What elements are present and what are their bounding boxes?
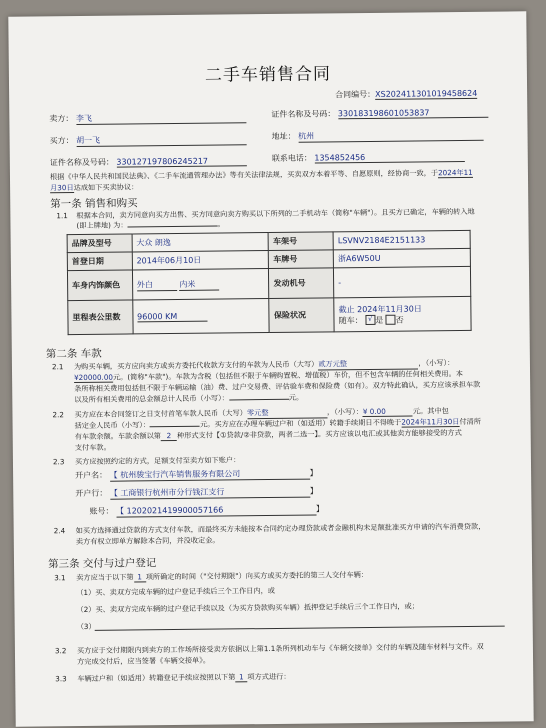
interior-color-value: 内米 xyxy=(179,278,219,290)
section-2-2-line-2: 括定金人民币（小写）： 元。买方应在办理车辆过户和（如适用）转籍手续期日不得晚于2024年11月30日付清所 xyxy=(74,416,482,431)
section-2-2-line-3: 有车款余额。车款余额以第 2 种形式支付【①贷款/②非贷款，两者二选一】。买方应该以电汇或其他卖方能够接受的方式 xyxy=(74,428,462,442)
insurance-no-checkbox[interactable] xyxy=(386,315,396,325)
section-1-1-line-2: (即上牌地) 为： 。 xyxy=(76,219,225,231)
section-2-3-number: 2.3 xyxy=(52,457,65,467)
buyer-phone-row xyxy=(272,151,465,164)
section-2-1-line-1: 为购买车辆，买方应向卖方或卖方委托代收款方支付的车款为人民币（大写）贰万元整 ，（小写）： xyxy=(73,358,455,372)
registration-date-value: 2014年06月10日 xyxy=(132,251,269,270)
color-value xyxy=(132,269,269,300)
mileage-value: 96000 KM xyxy=(132,299,269,334)
section-2-1-line-4: 以及所有相关费用的总金额总计人民币（小写）： 元。 xyxy=(74,392,304,405)
section-3-1-number: 3.1 xyxy=(54,573,66,583)
section-2-3-line-1: 买方应按照约定的方式，足额支付至卖方如下账户： xyxy=(74,455,241,467)
section-2-1-line-3: 条所称相关费用包括但不限于车辆运输（油）费、过户交易费、评估验车费和保险费（如有）。双方特此确认，买方应该承担车款 xyxy=(74,379,481,394)
contract-title: 二手车销售合同 xyxy=(204,64,332,86)
buyer-id-value: 330127197806245217 xyxy=(116,156,246,167)
vehicle-info-table xyxy=(67,230,472,335)
section-3-heading: 第三条 交付与过户登记 xyxy=(47,557,157,571)
section-2-2-line-4: 支付车款。 xyxy=(74,442,111,453)
buyer-name-value: 胡一飞 xyxy=(76,133,246,147)
contract-number-label: 合同编号： xyxy=(335,89,376,100)
contract-page xyxy=(8,11,533,726)
engine-value: - xyxy=(334,266,471,297)
seller-id-value: 330183198601053837 xyxy=(338,108,488,120)
section-2-1-number: 2.1 xyxy=(51,362,64,372)
account-number-value: 【 1202021419900057166 xyxy=(116,504,316,518)
buyer-id-row xyxy=(50,155,247,168)
insurance-label: 保险状况 xyxy=(269,298,334,333)
section-3-2-number: 3.2 xyxy=(54,646,67,656)
insurance-transfer-row: 随车： √ 是 否 xyxy=(338,314,404,325)
preamble-line-2: 月30日达成如下买卖协议： xyxy=(50,182,139,193)
vin-label: 车架号 xyxy=(269,232,334,251)
delivery-option-3: （3） xyxy=(76,621,96,632)
section-2-2-number: 2.2 xyxy=(52,410,64,420)
vin-value: LSVNV2184E2151133 xyxy=(333,230,470,249)
insurance-yes-checkbox[interactable]: √ xyxy=(365,315,375,325)
account-number-row: 账号： 【 1202021419900057166 】 xyxy=(89,504,325,516)
seller-row xyxy=(49,111,246,125)
body-color-value: 外白 xyxy=(137,278,177,290)
mileage-label: 里程表公里数 xyxy=(68,300,133,335)
insurance-until: 截止 2024年11月30日 xyxy=(338,303,422,314)
brand-label: 品牌及型号 xyxy=(67,234,132,253)
color-label: 车身内饰颜色 xyxy=(67,270,132,301)
section-3-2-line-2: 方完成交付后，应当签署《车辆交接单》。 xyxy=(77,655,211,667)
section-2-4-line-2: 卖方有权立即单方解除本合同，并没收定金。 xyxy=(75,535,220,547)
section-3-1-line-1: 卖方应当于以下第 1 项所确定的时间（"交付期限"）向买方或买方委托的第三人交付车辆： xyxy=(76,569,368,583)
buyer-address-label: 地址： xyxy=(271,131,296,141)
seller-label: 卖方： xyxy=(49,114,74,124)
brand-value: 大众 朗逸 xyxy=(132,233,269,252)
section-2-4-number: 2.4 xyxy=(53,526,66,536)
seller-name-value: 李飞 xyxy=(76,111,246,125)
buyer-label: 买方： xyxy=(49,136,74,146)
section-3-2-line-1: 买方应于交付期限内到卖方的工作场所接受卖方依据以上第1.1条所列机动车与《车辆交接单》交付的车辆及随车材料与文件。双 xyxy=(76,641,484,656)
account-name-value: 【 杭州骏宝行汽车销售服务有限公司 xyxy=(110,468,310,482)
plate-value: 浙A6W50U xyxy=(333,248,470,267)
engine-label: 发动机号 xyxy=(269,268,334,299)
account-name-row: 开户名： 【 杭州骏宝行汽车销售服务有限公司 】 xyxy=(75,468,318,481)
buyer-phone-value: 1354852456 xyxy=(314,152,464,164)
section-1-heading: 第一条 销售和购买 xyxy=(50,197,138,211)
delivery-option-1: （1）买、卖双方完成车辆的过户登记手续后三个工作日内，或 xyxy=(76,585,276,598)
section-2-2-line-1: 买方应在本合同签订之日支付首笔车款人民币（大写）零元整 ，（小写）：¥ 0.00 元。其中包 xyxy=(74,406,449,420)
section-3-3-number: 3.3 xyxy=(55,674,67,684)
buyer-phone-label: 联系电话： xyxy=(271,153,312,163)
delivery-option-2: （2）买、卖双方完成车辆的过户登记手续以及（为买方贷款购买车辆）抵押登记手续后三个工作日内，或； xyxy=(76,601,419,615)
insurance-value xyxy=(334,296,471,331)
section-2-1-line-2: ¥20000.00元。(简称"车款")。车款为含税（包括但不限于车辆购置税、增值税）车价，但不包含车辆的任何相关费用。本 xyxy=(74,368,464,383)
insurance-no-label: 否 xyxy=(395,315,404,325)
section-3-3-line-1: 车辆过户和（如适用）转籍登记手续应按照以下第 1 项方式进行： xyxy=(77,671,291,684)
registration-date-label: 首登日期 xyxy=(67,252,132,271)
preamble-line-1: 根据《中华人民共和国民法典》、《二手车流通管理办法》等有关法律法规，买卖双方本着平等、自愿原则，经协商一致，于2024年11 xyxy=(49,167,473,182)
buyer-address-row xyxy=(272,129,484,143)
seller-id-label: 证件名称及号码： xyxy=(271,109,336,119)
seller-id-row xyxy=(271,107,488,120)
contract-number-value: XS202411301019458624 xyxy=(375,88,478,99)
buyer-address-value: 杭州 xyxy=(298,129,483,143)
contract-number-row xyxy=(335,88,477,100)
section-1-1-number: 1.1 xyxy=(56,211,68,221)
insurance-yes-label: 是 xyxy=(375,315,384,325)
plate-label: 车牌号 xyxy=(269,250,334,269)
buyer-row xyxy=(50,133,247,147)
section-1-1-line-1: 根据本合同，卖方同意向买方出售、买方同意向卖方购买以下所列的二手机动车（简称"车辆"）。且买方已确定，车辆的转入地 xyxy=(76,206,475,221)
buyer-id-label: 证件名称及号码： xyxy=(49,157,114,168)
account-bank-row: 开户行： 【 工商银行杭州市分行钱江支行 】 xyxy=(75,486,318,499)
section-2-heading: 第二条 车款 xyxy=(45,347,102,361)
section-2-4-line-1: 如买方选择通过贷款的方式支付车款，而最终买方未能按本合同约定办理贷款或者金融机构未足额批准买方申请的汽车消费贷款， xyxy=(75,521,486,536)
account-bank-value: 【 工商银行杭州市分行钱江支行 xyxy=(110,486,310,500)
